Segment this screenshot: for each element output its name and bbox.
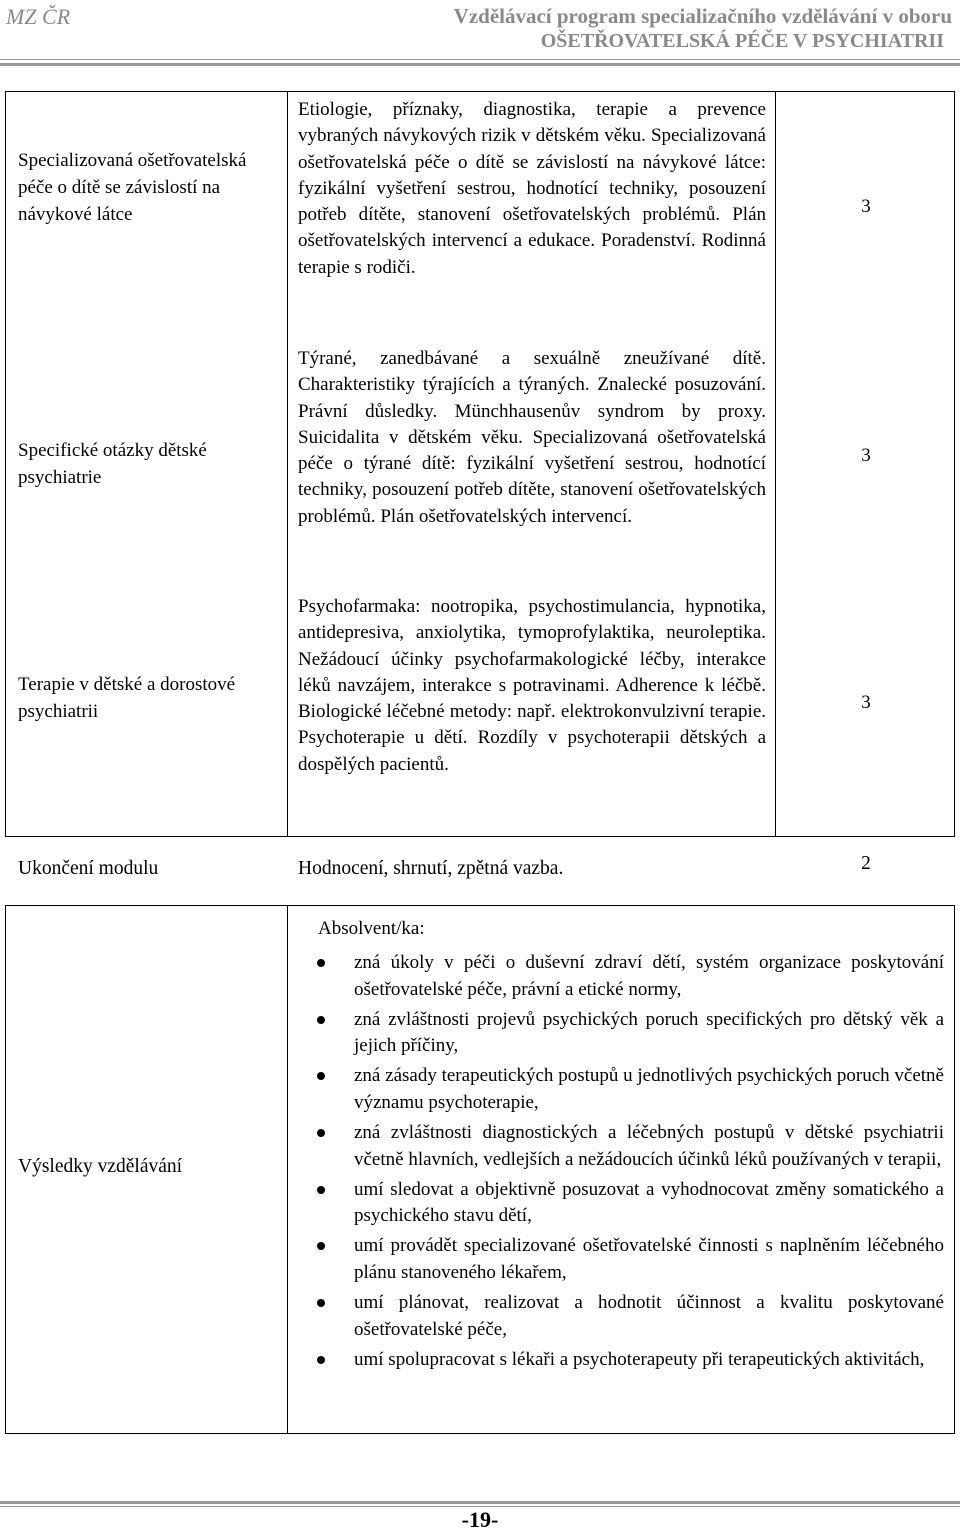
header-ministry: MZ ČR (6, 4, 71, 29)
table-column-divider (775, 91, 776, 837)
end-module-description: Hodnocení, shrnutí, zpětná vazba. (298, 858, 564, 879)
outcomes-list (314, 950, 944, 1377)
outcome-text: zná úkoly v péči o duševní zdraví dětí, systém organizace poskytování ošetřovatelské péče, právní a etické normy, (354, 952, 944, 1000)
header-divider (0, 59, 960, 60)
list-item (314, 1007, 944, 1060)
list-item (314, 1347, 944, 1374)
list-item (314, 1177, 944, 1230)
list-item (314, 1233, 944, 1286)
outcome-text: zná zásady terapeutických postupů u jednotlivých psychických poruch včetně významu psychoterapie, (354, 1065, 944, 1113)
module-description: Etiologie, příznaky, diagnostika, terapie a prevence vybraných návykových rizik v dětském věku. Specializovaná ošetřovatelská péče o dítě se závislostí na návykové látce: fyzikální vyšetření sestrou, hodnotící techniky, posouzení potřeb dítěte, stanovení ošetřovatelských problémů. Plán ošetřovatelských intervencí a edukace. Poradenství. Rodinná terapie s rodiči. (298, 99, 766, 278)
outcome-text: umí spolupracovat s lékaři a psychoterapeuty při terapeutických aktivitách, (354, 1348, 925, 1370)
header-program-title: Vzdělávací program specializačního vzdělávání v oboru (453, 4, 952, 28)
outcome-text: umí sledovat a objektivně posuzovat a vyhodnocovat změny somatického a psychického stavu dětí, (354, 1178, 944, 1227)
module-description: Psychofarmaka: nootropika, psychostimulancia, hypnotika, antidepresiva, anxiolytika, tymoprofylaktika, neuroleptika. Nežádoucí účinky psychofarmakologické léčby, interakce léků navzájem, interakce s potravinami. Adherence k léčbě. Biologické léčebné metody: např. elektrokonvulzivní terapie. Psychoterapie u dětí. Rozdíly v psychoterapii dětských a dospělých pacientů. (298, 596, 766, 775)
module-hours: 3 (861, 692, 871, 713)
module-title: Specializovaná ošetřovatelská péče o dítě se závislostí na návykové látce (18, 150, 247, 225)
module-hours: 3 (861, 196, 871, 217)
table-column-divider (287, 905, 288, 1434)
list-item (314, 1120, 944, 1173)
bullet-icon (317, 1186, 325, 1194)
bullet-icon (317, 1072, 325, 1080)
list-item (314, 1063, 944, 1116)
outcomes-label: Výsledky vzdělávání (18, 1156, 183, 1177)
bullet-icon (317, 1016, 325, 1024)
module-hours: 3 (861, 445, 871, 466)
bullet-icon (317, 1356, 325, 1364)
header-field-title: OŠETŘOVATELSKÁ PÉČE V PSYCHIATRII (540, 30, 944, 52)
list-item (314, 1290, 944, 1343)
page-header (0, 0, 960, 64)
module-description: Týrané, zanedbávané a sexuálně zneužívané dítě. Charakteristiky týrajících a týraných. Znalecké posuzování. Právní důsledky. Münchhausenův syndrom by proxy. Suicidalita v dětském věku. Specializovaná ošetřovatelská péče o týrané dítě: fyzikální vyšetření sestrou, hodnotící techniky, posouzení potřeb dítěte, stanovení ošetřovatelských problémů. Plán ošetřovatelských intervencí. (298, 348, 766, 527)
table-column-divider (287, 91, 288, 837)
bullet-icon (317, 1242, 325, 1250)
header-divider-thick (0, 63, 960, 66)
bullet-icon (317, 959, 325, 967)
module-title: Specifické otázky dětské psychiatrie (18, 440, 207, 488)
list-item (314, 950, 944, 1003)
outcome-text: umí provádět specializované ošetřovatelské činnosti s naplněním léčebného plánu stanoveného lékařem, (354, 1235, 944, 1284)
end-module-hours: 2 (861, 853, 871, 874)
outcome-text: zná zvláštnosti projevů psychických poruch specifických pro dětský věk a jejich příčiny, (354, 1008, 944, 1057)
bullet-icon (317, 1299, 325, 1307)
outcomes-intro: Absolvent/ka: (318, 918, 425, 939)
module-title: Terapie v dětské a dorostové psychiatrii (18, 674, 236, 722)
page-number: -19- (461, 1507, 499, 1532)
footer-divider-thick (0, 1501, 960, 1504)
outcome-text: zná zvláštnosti diagnostických a léčebných postupů v dětské psychiatrii včetně hlavních, vedlejších a nežádoucích účinků léků používaných v terapii, (354, 1122, 944, 1170)
bullet-icon (317, 1129, 325, 1137)
outcome-text: umí plánovat, realizovat a hodnotit účinnost a kvalitu poskytované ošetřovatelské péče, (354, 1292, 944, 1340)
end-module-label: Ukončení modulu (18, 858, 159, 879)
